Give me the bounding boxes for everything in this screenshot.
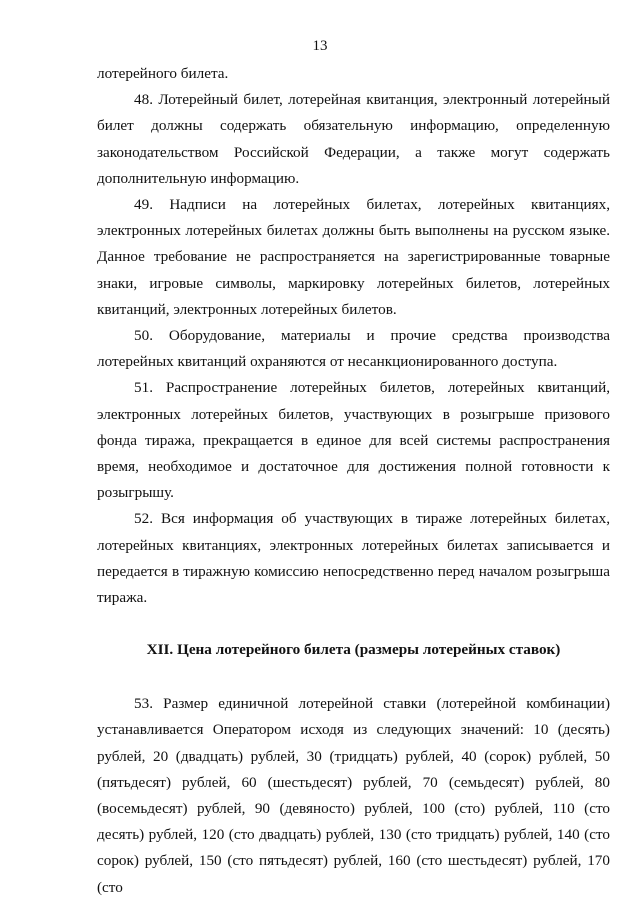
paragraph-51: 51. Распространение лотерейных билетов, лотерейных квитанций, электронных лотерейных билетов, участвующих в розыгрыше призового фонда тиража, прекращается в единое для всей системы распространения время, необходимое и достаточное для достижения полной готовности к розыгрышу. bbox=[97, 379, 610, 502]
paragraph-50: 50. Оборудование, материалы и прочие средства производства лотерейных квитанций охраняются от несанкционированного доступа. bbox=[97, 327, 610, 371]
paragraph-continuation: лотерейного билета. bbox=[97, 65, 229, 82]
paragraph-48: 48. Лотерейный билет, лотерейная квитанция, электронный лотерейный билет должны содержать обязательную информацию, определенную законодательством Российской Федерации, а также могут содержать дополнительную информацию. bbox=[97, 91, 610, 187]
document-body bbox=[97, 61, 610, 901]
paragraph-49: 49. Надписи на лотерейных билетах, лотерейных квитанциях, электронных лотерейных билетах должны быть выполнены на русском языке. Данное требование не распространяется на зарегистрированные товарные знаки, игровые символы, маркировку лотерейных билетов, лотерейных квитанций, электронных лотерейных билетов. bbox=[97, 196, 610, 318]
paragraph-53: 53. Размер единичной лотерейной ставки (лотерейной комбинации) устанавливается Оператором исходя из следующих значений: 10 (десять) рублей, 20 (двадцать) рублей, 30 (тридцать) рублей, 40 (сорок) рублей, 50 (пятьдесят) рублей, 60 (шестьдесят) рублей, 70 (семьдесят) рублей, 80 (восемьдесят) рублей, 90 (девяносто) рублей, 100 (сто) рублей, 110 (сто десять) рублей, 120 (сто двадцать) рублей, 130 (сто тридцать) рублей, 140 (сто сорок) рублей, 150 (сто пятьдесят) рублей, 160 (сто шестьдесят) рублей, 170 (сто bbox=[97, 695, 610, 896]
section-heading: XII. Цена лотерейного билета (размеры лотерейных ставок) bbox=[146, 641, 561, 659]
paragraph-52: 52. Вся информация об участвующих в тираже лотерейных билетах, лотерейных квитанциях, электронных лотерейных билетах записывается и передается в тиражную комиссию непосредственно перед началом розыгрыша тиража. bbox=[97, 510, 610, 607]
page-number: 13 bbox=[312, 38, 328, 54]
